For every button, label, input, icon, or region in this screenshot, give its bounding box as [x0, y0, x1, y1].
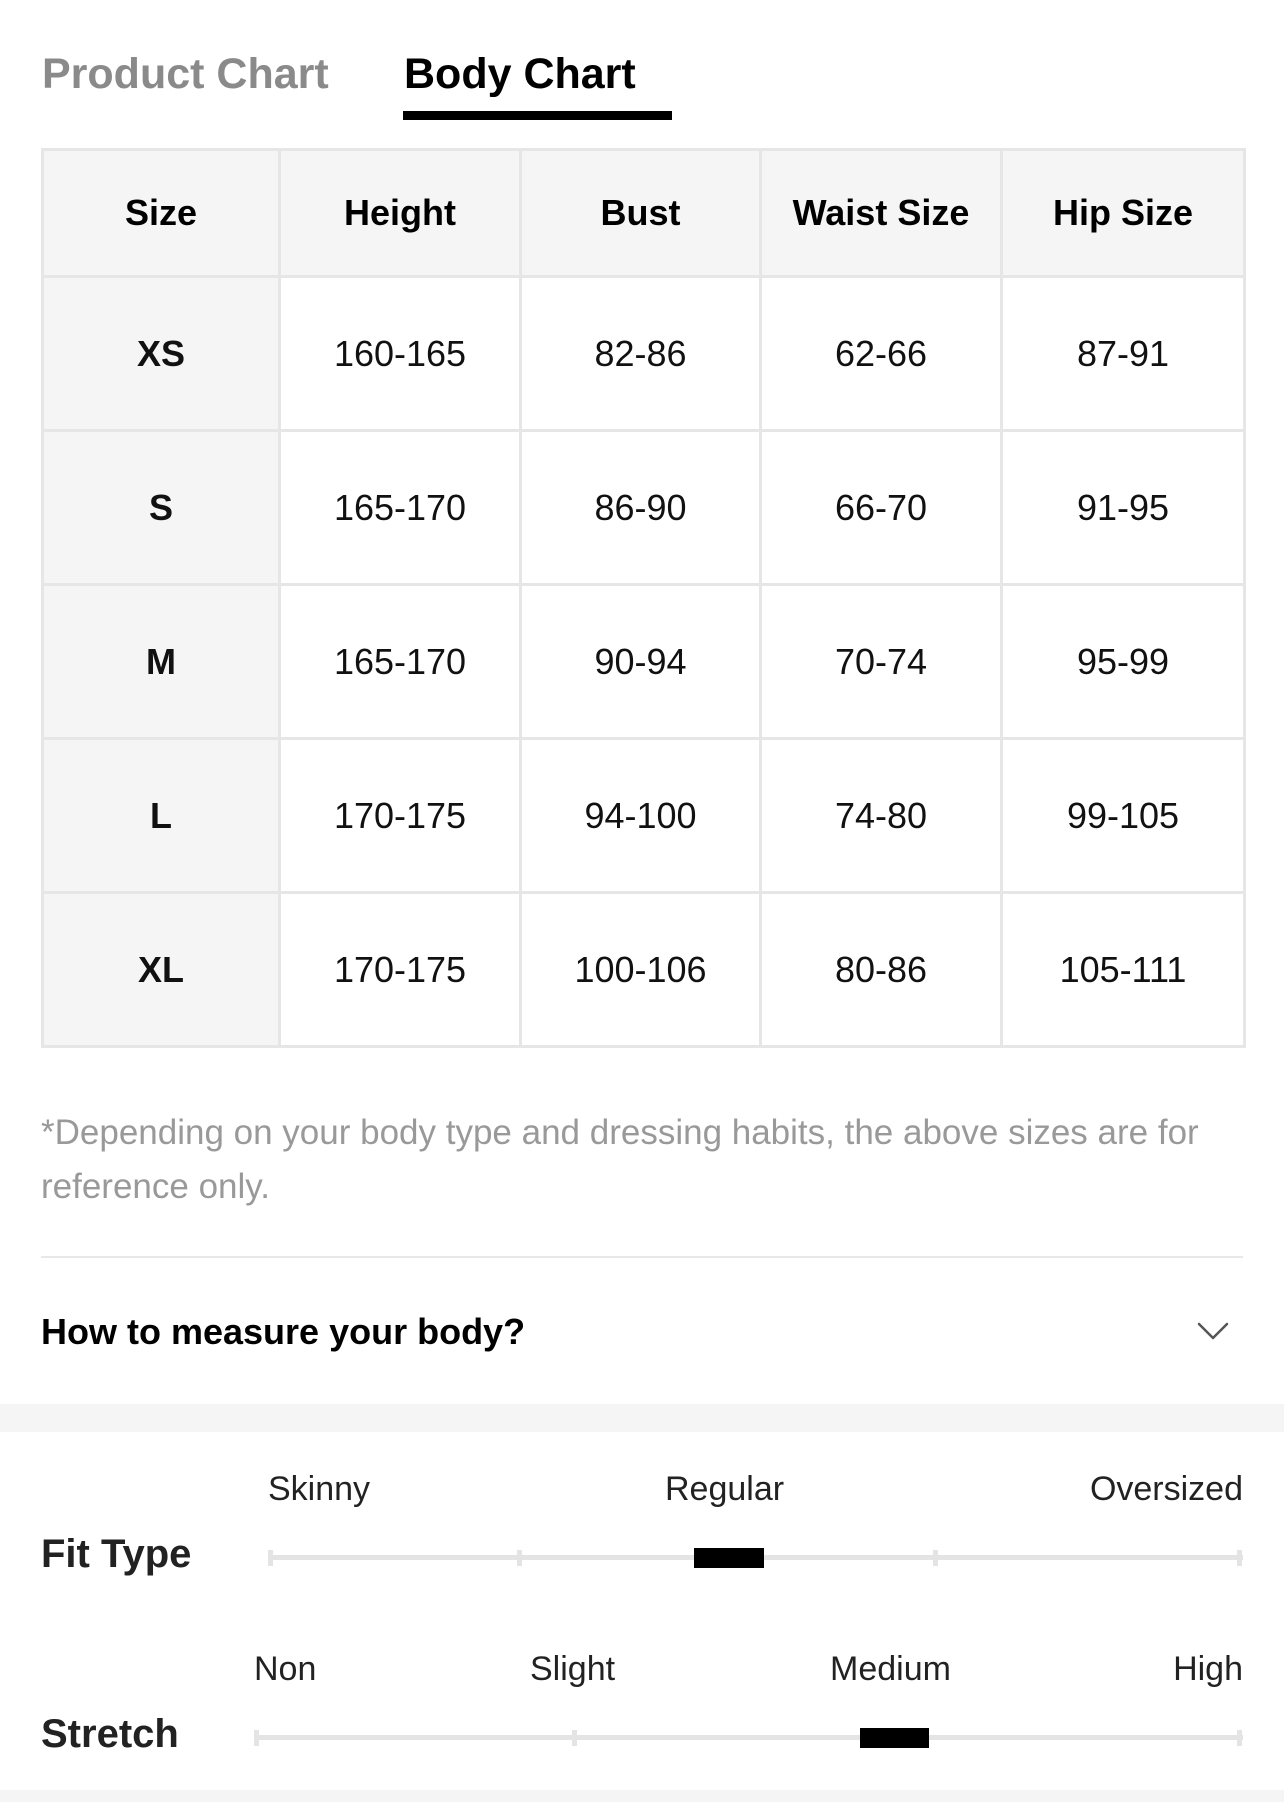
hip-cell: 95-99 [1002, 585, 1245, 739]
height-cell: 170-175 [280, 893, 521, 1047]
waist-cell: 80-86 [761, 893, 1002, 1047]
bust-cell: 82-86 [521, 277, 761, 431]
size-cell: M [43, 585, 280, 739]
stretch-tick [1237, 1730, 1242, 1746]
tab-body-chart[interactable]: Body Chart [404, 50, 636, 98]
waist-cell: 66-70 [761, 431, 1002, 585]
waist-cell: 62-66 [761, 277, 1002, 431]
column-header-size: Size [43, 150, 280, 277]
stretch-label: Stretch [41, 1712, 179, 1756]
how-to-measure-title: How to measure your body? [41, 1311, 526, 1352]
table-row [43, 739, 1245, 893]
height-cell: 165-170 [280, 585, 521, 739]
column-header-height: Height [280, 150, 521, 277]
hip-cell: 91-95 [1002, 431, 1245, 585]
height-cell: 170-175 [280, 739, 521, 893]
hip-cell: 87-91 [1002, 277, 1245, 431]
size-reference-note: *Depending on your body type and dressing habits, the above sizes are for reference only. [41, 1113, 1199, 1206]
bust-cell: 86-90 [521, 431, 761, 585]
size-cell: XS [43, 277, 280, 431]
table-row [43, 585, 1245, 739]
fit-type-label: Fit Type [41, 1532, 192, 1576]
fit-option-oversized: Oversized [1089, 1470, 1243, 1508]
section-separator-band [0, 1404, 1284, 1432]
waist-cell: 70-74 [761, 585, 1002, 739]
bottom-separator-band [0, 1790, 1284, 1802]
how-to-measure-toggle[interactable] [41, 1300, 1243, 1364]
height-cell: 165-170 [280, 431, 521, 585]
stretch-option-medium: Medium [830, 1650, 951, 1688]
table-header-row [43, 150, 1245, 277]
stretch-track [254, 1735, 1243, 1740]
fit-tick [933, 1550, 938, 1566]
table-row [43, 277, 1245, 431]
table-row [43, 431, 1245, 585]
bust-cell: 100-106 [521, 893, 761, 1047]
stretch-option-high: High [1173, 1650, 1243, 1688]
fit-tick [1237, 1550, 1242, 1566]
chevron-down-icon[interactable] [1195, 1312, 1231, 1348]
active-tab-indicator [403, 111, 672, 120]
fit-tick [517, 1550, 522, 1566]
stretch-option-non: Non [254, 1650, 317, 1688]
stretch-marker [860, 1728, 929, 1748]
fit-tick [268, 1550, 273, 1566]
fit-option-regular: Regular [665, 1470, 785, 1508]
fit-type-marker [694, 1548, 764, 1568]
fit-type-scale [41, 1470, 1243, 1580]
height-cell: 160-165 [280, 277, 521, 431]
size-cell: L [43, 739, 280, 893]
column-header-hip-size: Hip Size [1002, 150, 1245, 277]
section-divider [41, 1256, 1243, 1258]
hip-cell: 105-111 [1002, 893, 1245, 1047]
stretch-scale [41, 1650, 1243, 1760]
hip-cell: 99-105 [1002, 739, 1245, 893]
body-size-table [41, 148, 1246, 1048]
stretch-tick [572, 1730, 577, 1746]
size-chart-tabs [42, 44, 1242, 124]
size-cell: S [43, 431, 280, 585]
bust-cell: 94-100 [521, 739, 761, 893]
waist-cell: 74-80 [761, 739, 1002, 893]
column-header-bust: Bust [521, 150, 761, 277]
size-cell: XL [43, 893, 280, 1047]
stretch-tick [254, 1730, 259, 1746]
fit-option-skinny: Skinny [268, 1470, 371, 1508]
bust-cell: 90-94 [521, 585, 761, 739]
tab-product-chart[interactable]: Product Chart [42, 50, 329, 98]
table-row [43, 893, 1245, 1047]
stretch-option-slight: Slight [530, 1650, 616, 1688]
column-header-waist-size: Waist Size [761, 150, 1002, 277]
